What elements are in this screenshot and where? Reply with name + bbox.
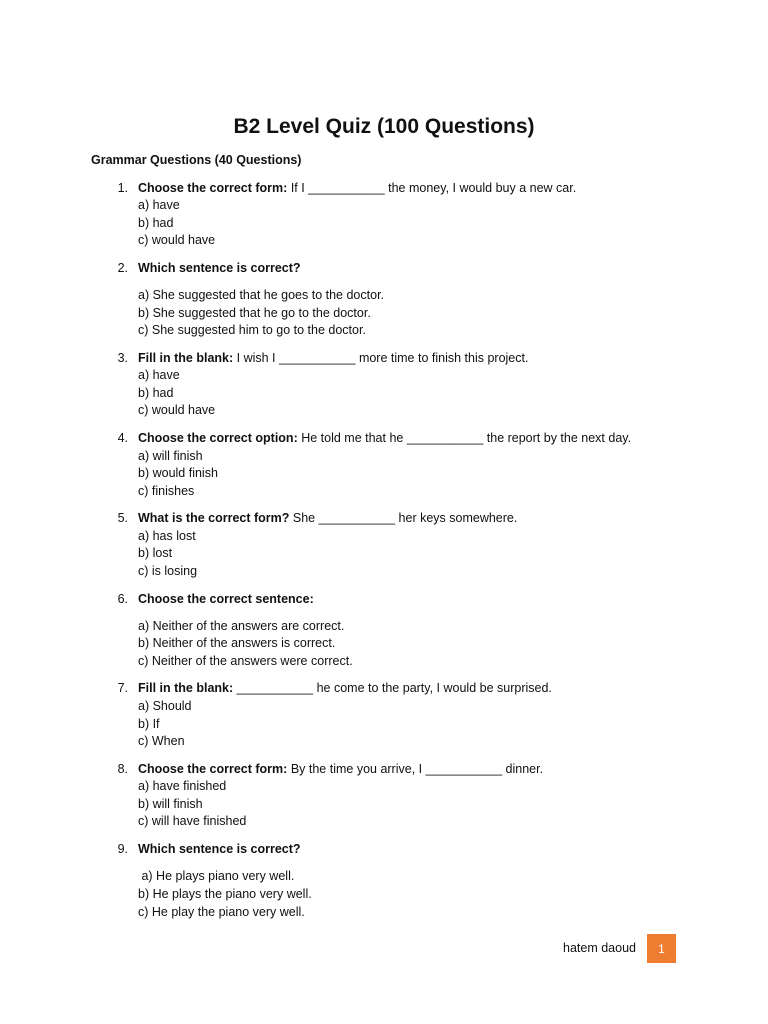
answer-option: c) would have: [138, 233, 216, 247]
answer-option: b) would finish: [138, 466, 218, 480]
question-text: [138, 429, 631, 447]
answer-option: b) Neither of the answers is correct.: [138, 636, 336, 650]
page-number-badge: 1: [647, 934, 676, 963]
answer-option: a) Neither of the answers are correct.: [138, 619, 345, 633]
question-number: 7.: [117, 681, 128, 695]
answer-option: b) He plays the piano very well.: [138, 887, 312, 901]
answer-option: a) He plays piano very well.: [138, 869, 295, 883]
answer-option: c) She suggested him to go to the doctor.: [138, 323, 366, 337]
question-prompt: Choose the correct option:: [138, 431, 298, 445]
question-prompt: Fill in the blank:: [138, 351, 234, 365]
question-prompt: What is the correct form?: [138, 511, 290, 525]
question-body: By the time you arrive, I ___________ dinner.: [287, 762, 544, 776]
page-title: B2 Level Quiz (100 Questions): [233, 115, 535, 138]
answer-option: a) Should: [138, 699, 192, 713]
question-body: I wish I ___________ more time to finish this project.: [233, 351, 529, 365]
question-prompt: Fill in the blank:: [138, 681, 234, 695]
footer-author: hatem daoud: [563, 941, 636, 955]
question-text: [138, 349, 528, 367]
answer-option: b) She suggested that he go to the doctor.: [138, 306, 371, 320]
answer-option: c) finishes: [138, 484, 195, 498]
answer-option: a) She suggested that he goes to the doctor.: [138, 288, 385, 302]
answer-option: a) have: [138, 368, 180, 382]
question-number: 9.: [117, 842, 128, 856]
answer-option: c) would have: [138, 403, 216, 417]
question-number: 6.: [117, 592, 128, 606]
question-prompt: Choose the correct sentence:: [138, 592, 314, 606]
answer-option: c) When: [138, 734, 185, 748]
question-text: [138, 179, 576, 197]
answer-option: b) had: [138, 386, 174, 400]
question-number: 5.: [117, 511, 128, 525]
answer-option: c) will have finished: [138, 814, 247, 828]
answer-option: a) has lost: [138, 529, 196, 543]
question-number: 4.: [117, 431, 128, 445]
answer-option: a) will finish: [138, 449, 203, 463]
question-text: [138, 679, 552, 697]
question-number: 2.: [117, 261, 128, 275]
question-body: He told me that he ___________ the report by the next day.: [297, 431, 632, 445]
question-prompt: Choose the correct form:: [138, 762, 288, 776]
answer-option: a) have finished: [138, 779, 227, 793]
answer-option: b) will finish: [138, 797, 203, 811]
question-body: ___________ he come to the party, I would be surprised.: [233, 681, 552, 695]
answer-option: c) He play the piano very well.: [138, 905, 305, 919]
answer-option: c) Neither of the answers were correct.: [138, 654, 353, 668]
question-text: [138, 259, 301, 277]
answer-option: a) have: [138, 198, 180, 212]
answer-option: b) If: [138, 717, 160, 731]
question-body: If I ___________ the money, I would buy a new car.: [287, 181, 577, 195]
answer-option: c) is losing: [138, 564, 198, 578]
question-prompt: Which sentence is correct?: [138, 842, 301, 856]
question-prompt: Which sentence is correct?: [138, 261, 301, 275]
question-text: [138, 590, 314, 608]
section-heading: Grammar Questions (40 Questions): [91, 153, 302, 167]
question-text: [138, 760, 543, 778]
question-number: 1.: [117, 181, 128, 195]
answer-option: b) lost: [138, 546, 173, 560]
question-number: 3.: [117, 351, 128, 365]
question-body: She ___________ her keys somewhere.: [289, 511, 518, 525]
question-text: [138, 509, 517, 527]
question-number: 8.: [117, 762, 128, 776]
question-prompt: Choose the correct form:: [138, 181, 288, 195]
answer-option: b) had: [138, 216, 174, 230]
question-text: [138, 840, 301, 858]
